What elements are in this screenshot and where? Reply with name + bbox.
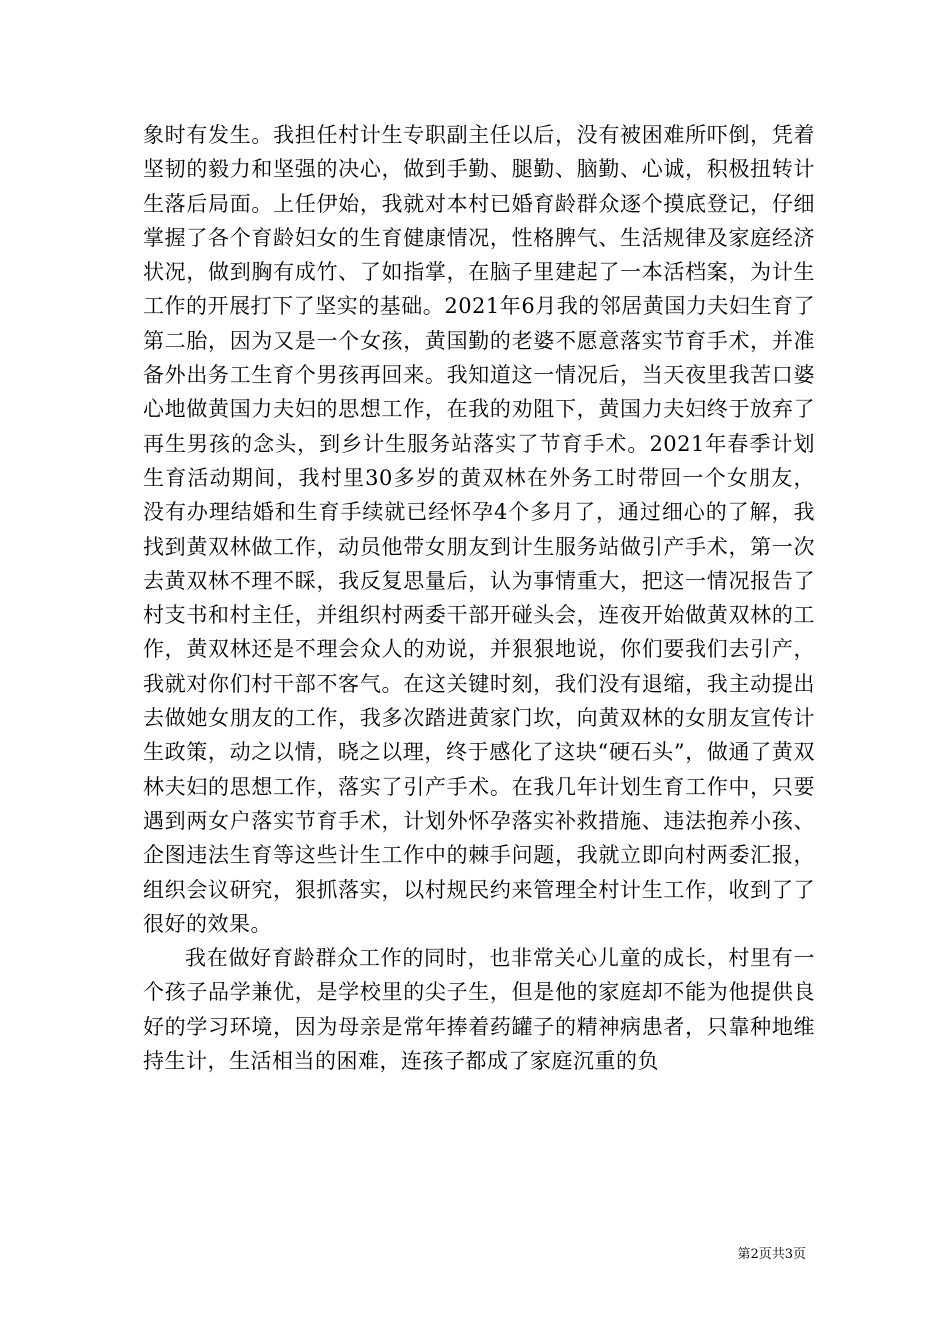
paragraph-1: 象时有发生。我担任村计生专职副主任以后，没有被困难所吓倒，凭着坚韧的毅力和坚强的决心，做到手勤、腿勤、脑勤、心诚，积极扭转计生落后局面。上任伊始，我就对本村已婚育龄群众逐个摸底登记，仔细掌握了各个育龄妇女的生育健康情况，性格脾气、生活规律及家庭经济状况，做到胸有成竹、了如指掌，在脑子里建起了一本活档案，为计生工作的开展打下了坚实的基础。2021年6月我的邻居黄国力夫妇生育了第二胎，因为又是一个女孩，黄国勤的老婆不愿意落实节育手术，并准备外出务工生育个男孩再回来。我知道这一情况后，当天夜里我苦口婆心地做黄国力夫妇的思想工作，在我的劝阻下，黄国力夫妇终于放弃了再生男孩的念头，到乡计生服务站落实了节育手术。2021年春季计划生育活动期间，我村里30多岁的黄双林在外务工时带回一个女朋友，没有办理结婚和生育手续就已经怀孕4个多月了，通过细心的了解，我找到黄双林做工作，动员他带女朋友到计生服务站做引产手术，第一次去黄双林不理不睬，我反复思量后，认为事情重大，把这一情况报告了村支书和村主任，并组织村两委干部开碰头会，连夜开始做黄双林的工作，黄双林还是不理会众人的劝说，并狠狠地说，你们要我们去引产，我就对你们村干部不客气。在这关键时刻，我们没有退缩，我主动提出去做她女朋友的工作，我多次踏进黄家门坎，向黄双林的女朋友宣传计生政策，动之以情，晓之以理，终于感化了这块“硬石头”，做通了黄双林夫妇的思想工作，落实了引产手术。在我几年计划生育工作中，只要遇到两女户落实节育手术，计划外怀孕落实补救措施、违法抱养小孩、企图违法生育等这些计生工作中的棘手问题，我就立即向村两委汇报，组织会议研究，狠抓落实，以村规民约来管理全村计生工作，收到了了很好的效果。 — [143, 123, 815, 936]
page-number: 第2页共3页 — [737, 1247, 806, 1262]
paragraph-2: 我在做好育龄群众工作的同时，也非常关心儿童的成长，村里有一个孩子品学兼优，是学校里的尖子生，但是他的家庭却不能为他提供良好的学习环境，因为母亲是常年捧着药罐子的精神病患者，只靠种地维持生计，生活相当的困难，连孩子都成了家庭沉重的负 — [143, 946, 815, 1074]
document-body — [143, 118, 815, 1078]
